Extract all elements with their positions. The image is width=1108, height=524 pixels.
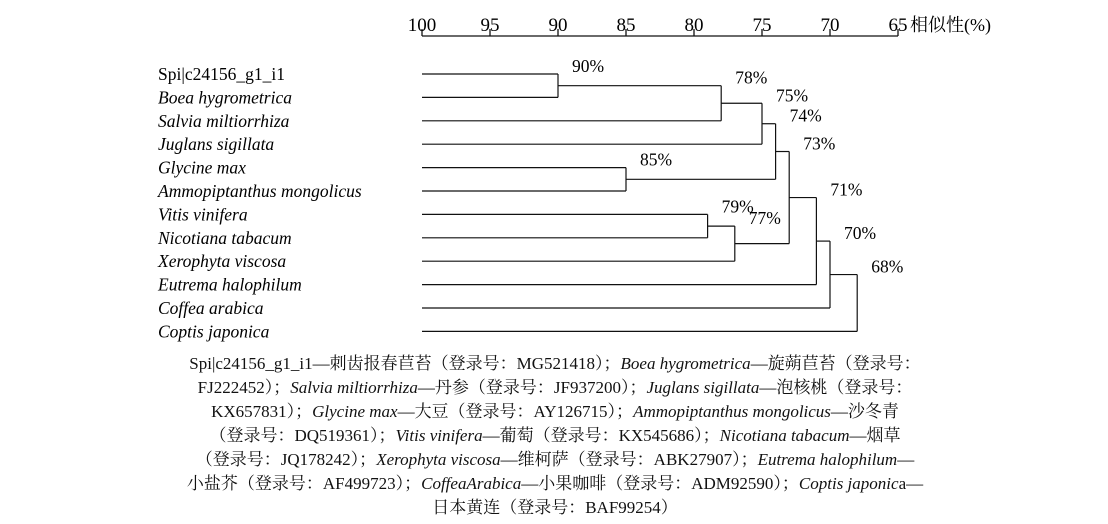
caption-line <box>40 352 1070 376</box>
axis-tick-label: 70 <box>820 15 840 36</box>
node-similarity-label: 79% <box>721 196 754 217</box>
caption-line <box>40 424 1070 448</box>
node-similarity-label: 68% <box>871 256 904 277</box>
caption-line <box>40 400 1070 424</box>
species-name: Nicotiana tabacum <box>719 426 850 445</box>
caption-line <box>40 448 1070 472</box>
caption-text: 小盐芥（登录号：AF499723）； <box>186 474 422 493</box>
caption-text: 日本黄连（登录号：BAF99254） <box>432 498 678 517</box>
caption-text: FJ222452）； <box>197 378 291 397</box>
species-name: Eutrema halophilum <box>757 450 898 469</box>
node-similarity-label: 71% <box>830 179 863 200</box>
species-name: Coptis japonic <box>798 474 899 493</box>
axis-tick-label: 65 <box>888 15 908 36</box>
species-name: Glycine max <box>312 402 398 421</box>
figure-caption <box>40 352 1070 520</box>
leaf-label: Glycine max <box>158 157 246 178</box>
caption-line <box>40 496 1070 520</box>
axis-label: 相似性(%) <box>910 15 991 35</box>
node-similarity-label: 85% <box>640 149 673 170</box>
axis-tick-label: 75 <box>752 15 772 36</box>
similarity-axis <box>408 15 991 36</box>
leaf-label: Eutrema halophilum <box>158 274 302 295</box>
caption-text: —沙冬青 <box>830 402 899 421</box>
node-similarity-label: 75% <box>776 85 809 106</box>
node-similarity-label: 73% <box>803 133 836 154</box>
species-name: Ammopiptanthus mongolicus <box>633 402 831 421</box>
leaf-label: Ammopiptanthus mongolicus <box>158 181 362 201</box>
caption-text: —葡萄（登录号：KX545686）； <box>482 426 720 445</box>
axis-tick-label: 100 <box>407 15 437 36</box>
species-name: Salvia miltiorrhiza <box>290 378 418 397</box>
species-name: Boea hygrometrica <box>620 354 751 373</box>
node-similarity-label: 77% <box>748 208 781 229</box>
caption-text: KX657831）； <box>211 402 313 421</box>
leaf-label: Nicotiana tabacum <box>158 227 292 248</box>
caption-text: —丹参（登录号：JF937200）； <box>417 378 647 397</box>
caption-text: —烟草 <box>849 426 901 445</box>
species-name: Xerophyta viscosa <box>376 450 501 469</box>
species-name: Juglans sigillata <box>646 378 760 397</box>
caption-text: —泡核桃（登录号： <box>759 378 913 397</box>
leaf-label: Juglans sigillata <box>158 134 275 155</box>
caption-text: （登录号：DQ519361）； <box>209 426 396 445</box>
leaf-label: Xerophyta viscosa <box>158 251 287 272</box>
species-name: CoffeaArabica <box>421 474 522 493</box>
axis-tick-label: 90 <box>548 15 568 36</box>
leaf-label: Coffea arabica <box>158 298 264 318</box>
axis-tick-label: 85 <box>616 15 636 36</box>
leaf-labels <box>157 64 362 341</box>
caption-text: Spi|c24156_g1_i1—刺齿报春苣苔（登录号：MG521418）； <box>189 354 621 373</box>
leaf-label: Coptis japonica <box>158 321 270 342</box>
caption-text: —维柯萨（登录号：ABK27907）； <box>500 450 758 469</box>
axis-tick-label: 95 <box>480 15 500 36</box>
leaf-label: Boea hygrometrica <box>158 87 292 108</box>
caption-line <box>40 376 1070 400</box>
node-similarity-label: 90% <box>572 56 605 76</box>
species-name: Vitis vinifera <box>395 426 483 445</box>
node-similarity-label: 78% <box>735 67 768 88</box>
caption-text: a— <box>898 474 924 493</box>
leaf-label: Salvia miltiorrhiza <box>158 110 290 131</box>
leaf-label: Spi|c24156_g1_i1 <box>158 64 285 84</box>
caption-line <box>40 472 1070 496</box>
caption-text: —小果咖啡（登录号：ADM92590）； <box>521 474 799 493</box>
axis-tick-label: 80 <box>684 15 704 36</box>
node-similarity-label: 70% <box>844 223 877 244</box>
caption-text: （登录号：JQ178242）； <box>195 450 377 469</box>
caption-text: —旋蒴苣苔（登录号： <box>750 354 921 373</box>
caption-text: — <box>897 450 915 469</box>
caption-text: —大豆（登录号：AY126715）； <box>397 402 634 421</box>
node-similarity-label: 74% <box>789 105 822 126</box>
leaf-label: Vitis vinifera <box>158 204 248 225</box>
